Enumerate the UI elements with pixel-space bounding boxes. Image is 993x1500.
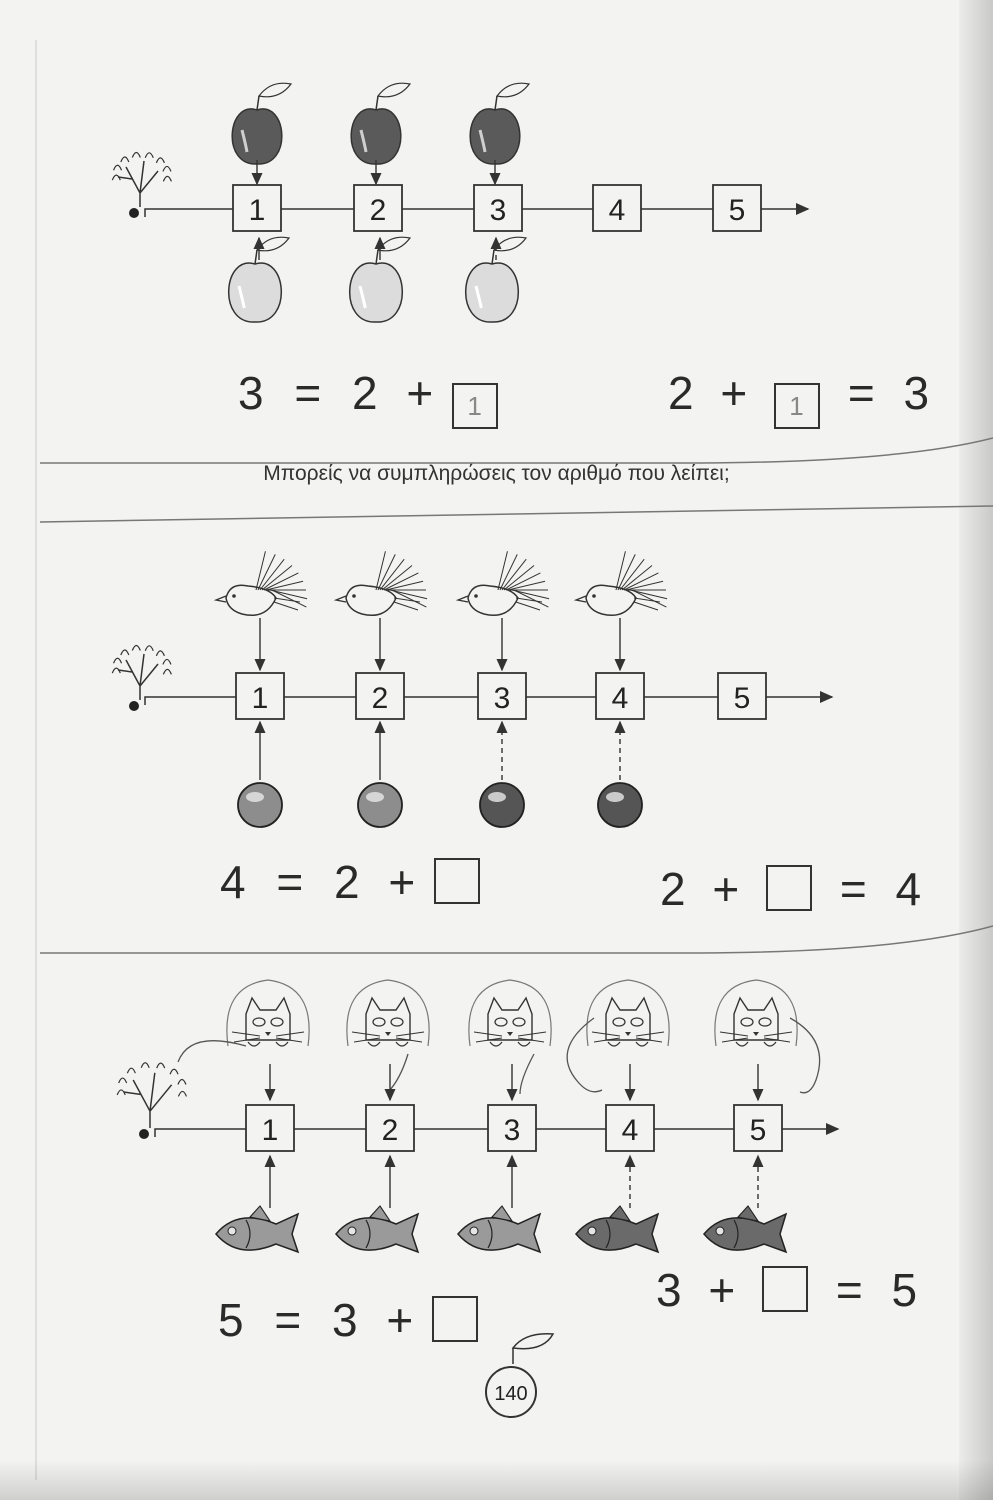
eq-equals: = bbox=[839, 863, 868, 915]
eq-plus: + bbox=[386, 1294, 415, 1346]
equation-right-3 bbox=[656, 1263, 918, 1317]
number-label: 3 bbox=[489, 194, 507, 227]
number-label: 1 bbox=[248, 194, 266, 227]
answer-box[interactable] bbox=[762, 1266, 808, 1312]
apple-icon bbox=[232, 83, 291, 164]
equation-right-1 bbox=[668, 366, 930, 429]
tree-icon bbox=[117, 1063, 186, 1128]
number-label: 5 bbox=[728, 194, 746, 227]
eq-lhs: 3 bbox=[238, 367, 265, 419]
separator-line bbox=[40, 506, 993, 522]
number-label: 5 bbox=[749, 1114, 767, 1147]
ball-icon bbox=[238, 783, 282, 827]
fish-icon bbox=[704, 1206, 786, 1252]
cat-icon bbox=[178, 980, 309, 1062]
fish-icon bbox=[336, 1206, 418, 1252]
cat-icon bbox=[567, 980, 669, 1092]
eq-addend: 3 bbox=[656, 1264, 683, 1316]
eq-addend: 2 bbox=[352, 367, 379, 419]
eq-lhs: 4 bbox=[220, 856, 247, 908]
eq-rhs: 4 bbox=[895, 863, 923, 915]
page-number: 140 bbox=[485, 1366, 537, 1418]
eq-plus: + bbox=[708, 1264, 737, 1316]
eq-lhs: 5 bbox=[218, 1294, 245, 1346]
fish-icon bbox=[216, 1206, 298, 1252]
bird-icon bbox=[576, 551, 667, 615]
apple-icon bbox=[470, 83, 529, 164]
eq-addend: 3 bbox=[332, 1294, 359, 1346]
fish-icon bbox=[576, 1206, 658, 1252]
number-label: 4 bbox=[621, 1114, 639, 1147]
leaf-icon bbox=[505, 1326, 565, 1366]
ball-icon bbox=[358, 783, 402, 827]
cat-icon bbox=[347, 980, 429, 1092]
eq-plus: + bbox=[720, 367, 749, 419]
start-dot bbox=[129, 701, 139, 711]
bird-icon bbox=[216, 551, 307, 615]
start-dot bbox=[139, 1129, 149, 1139]
tree-icon bbox=[112, 645, 171, 700]
number-label: 2 bbox=[369, 194, 387, 227]
equation-right-2 bbox=[660, 862, 922, 916]
eq-addend: 2 bbox=[334, 856, 361, 908]
answer-box[interactable] bbox=[766, 865, 812, 911]
cat-icon bbox=[469, 980, 551, 1094]
eq-plus: + bbox=[388, 856, 417, 908]
eq-plus: + bbox=[406, 367, 435, 419]
number-label: 3 bbox=[493, 682, 511, 715]
answer-box[interactable]: 1 bbox=[452, 383, 498, 429]
number-label: 3 bbox=[503, 1114, 521, 1147]
equation-left-3 bbox=[218, 1293, 478, 1347]
answer-box[interactable] bbox=[432, 1296, 478, 1342]
number-label: 1 bbox=[251, 682, 269, 715]
eq-plus: + bbox=[712, 863, 741, 915]
number-label: 5 bbox=[733, 682, 751, 715]
fish-icon bbox=[458, 1206, 540, 1252]
eq-rhs: 5 bbox=[891, 1264, 919, 1316]
number-label: 4 bbox=[611, 682, 629, 715]
eq-equals: = bbox=[276, 856, 305, 908]
number-label: 1 bbox=[261, 1114, 279, 1147]
tree-icon bbox=[112, 152, 171, 207]
start-dot bbox=[129, 208, 139, 218]
cat-icon bbox=[715, 980, 820, 1093]
ball-icon bbox=[480, 783, 524, 827]
eq-addend: 2 bbox=[660, 863, 687, 915]
answer-box[interactable]: 1 bbox=[774, 383, 820, 429]
eq-addend: 2 bbox=[668, 367, 695, 419]
section-apples bbox=[112, 83, 808, 322]
number-label: 4 bbox=[608, 194, 626, 227]
section-birds-balls bbox=[112, 551, 832, 827]
eq-equals: = bbox=[847, 367, 876, 419]
number-label: 2 bbox=[371, 682, 389, 715]
eq-rhs: 3 bbox=[903, 367, 931, 419]
instruction-text: Μπορείς να συμπληρώσεις τον αριθμό που λείπει; bbox=[263, 462, 730, 485]
eq-equals: = bbox=[294, 367, 323, 419]
bird-icon bbox=[458, 551, 549, 615]
equation-left-1 bbox=[238, 366, 498, 429]
section-cats-fish bbox=[117, 980, 838, 1252]
equation-left-2 bbox=[220, 855, 480, 909]
answer-box[interactable] bbox=[434, 858, 480, 904]
scan-shadow bbox=[0, 1460, 993, 1500]
ball-icon bbox=[598, 783, 642, 827]
separator-line bbox=[40, 438, 993, 463]
bird-icon bbox=[336, 551, 427, 615]
separator-line bbox=[40, 926, 993, 953]
apple-icon bbox=[351, 83, 410, 164]
eq-equals: = bbox=[274, 1294, 303, 1346]
eq-equals: = bbox=[835, 1264, 864, 1316]
number-label: 2 bbox=[381, 1114, 399, 1147]
